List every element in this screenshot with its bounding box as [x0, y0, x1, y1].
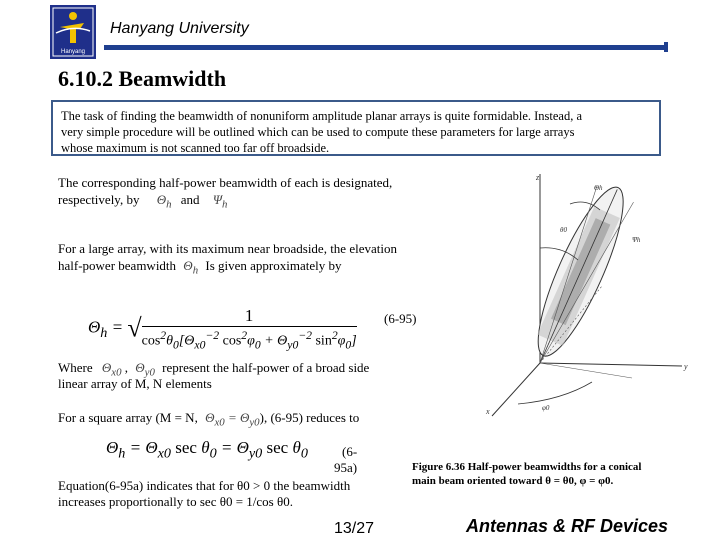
equation-number-6-95a-part1: (6- [342, 444, 358, 459]
equation-number-6-95: (6-95) [384, 311, 417, 326]
theta-h-symbol: $\Theta_h$ [156, 192, 172, 211]
para5-line2: increases proportionally to sec θ0 = 1/cos θ0. [58, 494, 293, 509]
theta-x0-symbol: $\Theta_{x0}$ [101, 360, 122, 379]
para5-line1: Equation(6-95a) indicates that for θ0 > 0 the beamwidth [58, 478, 351, 493]
theta-x0-equals-theta-y0: $\Theta_{x0} = \Theta_{y0}$ [205, 410, 260, 429]
intro-line-3: whose maximum is not scanned too far off broadside. [61, 141, 330, 155]
theta-h-label: Θh [594, 184, 603, 192]
z-axis-label: z [536, 173, 540, 182]
equation-6-95: $\Theta_h$ = √ 1 $\cos^2\theta_0[\Theta_{x0}^{-2}$ $\cos^2\varphi_0 + \Theta_{y0}^{-2}$ $\sin^2\varphi_0$] [88, 306, 357, 352]
beam-axis [540, 189, 617, 363]
university-logo [50, 5, 96, 59]
para4-pre: For a square array (M = N, [58, 410, 198, 425]
logo-dot-icon [69, 12, 77, 20]
beamwidth-figure [482, 168, 698, 418]
footer-title: Antennas & RF Devices [466, 516, 669, 536]
caption-line-2: main beam oriented toward θ = θ0, φ = φ0. [412, 475, 614, 487]
phi0-arc [518, 382, 592, 404]
caption-line-1: Figure 6.36 Half-power beamwidths for a conical [412, 461, 642, 473]
para4-post: ), (6-95) reduces to [259, 410, 360, 425]
para3-line1-post: represent the half-power of a broad side [162, 360, 370, 375]
para2-line2-post: Is given approximately by [205, 258, 342, 273]
psi-h-label: Ψh [632, 236, 641, 244]
theta-y0-symbol: $\Theta_{y0}$ [135, 360, 155, 379]
slide-title: 6.10.2 Beamwidth [58, 66, 227, 91]
intro-box [51, 100, 661, 156]
para1-line2-text: respectively, by [58, 192, 140, 207]
y-axis [540, 363, 682, 366]
phi0-label: φ0 [542, 404, 550, 412]
x-axis-label: x [486, 407, 490, 416]
x-axis [492, 363, 540, 416]
intro-line-2: very simple procedure will be outlined which can be used to compute these parameters for large arrays [61, 125, 575, 139]
figure-caption [412, 460, 682, 488]
para2-line1: For a large array, with its maximum near broadside, the elevation [58, 241, 397, 256]
para1-and: and [180, 192, 200, 207]
para3-line2: linear array of M, N elements [58, 376, 212, 391]
equation-number-6-95a-part2: 95a) [334, 460, 358, 475]
equation-6-95a: $\Theta_h = \Theta_{x0}$ $\sec \theta_0 = \Theta_{y0}$ $\sec \theta_0$ [106, 438, 308, 462]
header-rule [104, 42, 668, 52]
y-axis-label: y [684, 362, 688, 371]
para2-line2 [58, 257, 341, 280]
para2-line2-pre: half-power beamwidth [58, 258, 177, 273]
logo-text: Hanyang [60, 49, 86, 55]
para1-line1: The corresponding half-power beamwidth of each is designated, [58, 175, 393, 190]
para4-line [58, 409, 359, 432]
para3-where: Where [58, 360, 93, 375]
intro-line-1: The task of finding the beamwidth of nonuniform amplitude planar arrays is quite formidable. Instead, a [61, 109, 583, 123]
psi-h-symbol: $\Psi_h$ [212, 192, 228, 211]
para3-comma: , [124, 360, 129, 375]
para1-line2 [58, 191, 227, 214]
page-number: 13/27 [334, 520, 375, 537]
theta0-label: θ0 [560, 226, 567, 234]
theta-h-symbol-2: $\Theta_h$ [183, 258, 199, 277]
university-name: Hanyang University [110, 20, 249, 37]
